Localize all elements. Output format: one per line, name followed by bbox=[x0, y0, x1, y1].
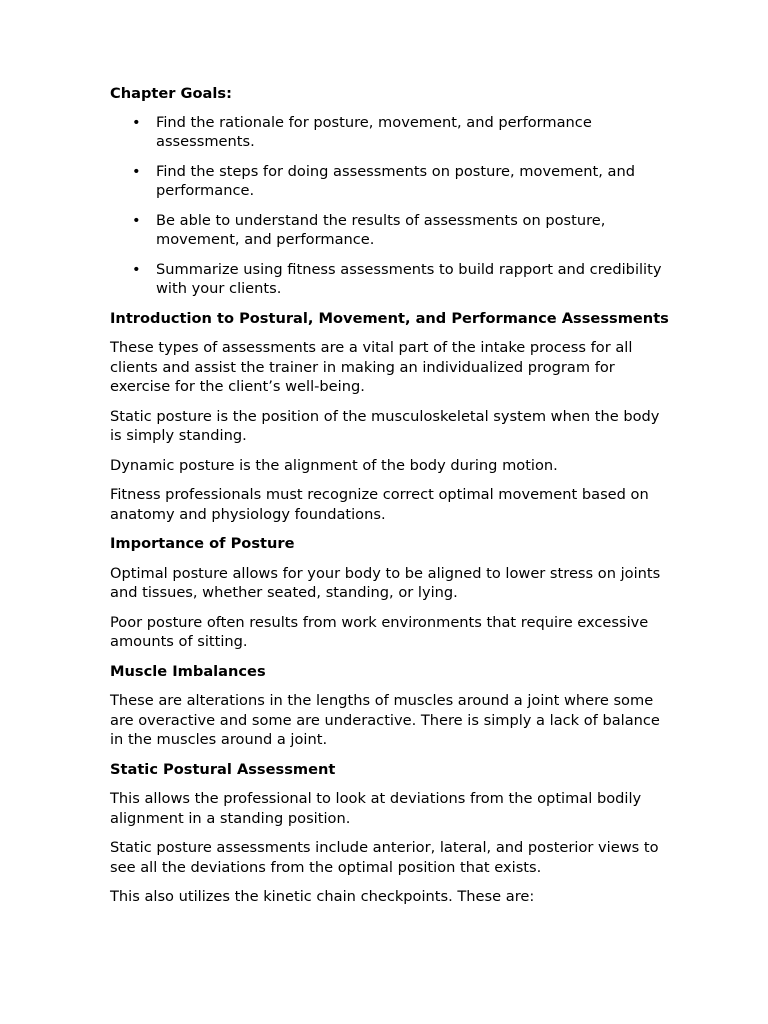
document-page bbox=[110, 84, 670, 917]
goal-text: Be able to understand the results of assessments on posture, movement, and performance. bbox=[156, 211, 606, 248]
imbalances-heading: Muscle Imbalances bbox=[110, 662, 266, 680]
static-assessment-paragraph: Static posture assessments include anterior, lateral, and posterior views to see all the deviations from the optimal position that exists. bbox=[110, 839, 659, 876]
intro-heading: Introduction to Postural, Movement, and Performance Assessments bbox=[110, 309, 669, 327]
bullet-icon: • bbox=[132, 211, 141, 229]
list-item bbox=[110, 162, 670, 201]
static-assessment-paragraph: This also utilizes the kinetic chain checkpoints. These are: bbox=[110, 888, 535, 905]
static-assessment-paragraph: This allows the professional to look at deviations from the optimal bodily alignment in a standing position. bbox=[110, 790, 642, 827]
intro-paragraph: Dynamic posture is the alignment of the body during motion. bbox=[110, 456, 558, 474]
importance-heading: Importance of Posture bbox=[110, 535, 295, 552]
chapter-goals-heading: Chapter Goals: bbox=[110, 85, 232, 102]
goal-text: Find the rationale for posture, movement, and performance assessments. bbox=[156, 113, 592, 150]
goal-text: Summarize using fitness assessments to build rapport and credibility with your clients. bbox=[156, 260, 662, 297]
list-item bbox=[110, 260, 670, 299]
static-assessment-heading: Static Postural Assessment bbox=[110, 760, 336, 778]
goal-text: Find the steps for doing assessments on posture, movement, and performance. bbox=[156, 162, 635, 199]
bullet-icon: • bbox=[132, 260, 141, 278]
bullet-icon: • bbox=[132, 162, 141, 180]
importance-paragraph: Poor posture often results from work environments that require excessive amounts of sitting. bbox=[110, 613, 649, 650]
imbalances-paragraph: These are alterations in the lengths of muscles around a joint where some are overactive and some are underactive. There is simply a lack of balance in the muscles around a joint. bbox=[110, 692, 660, 748]
intro-paragraph: Static posture is the position of the musculoskeletal system when the body is simply standing. bbox=[110, 407, 660, 444]
list-item bbox=[110, 211, 670, 250]
intro-paragraph: These types of assessments are a vital part of the intake process for all clients and assist the trainer in making an individualized program for exercise for the client’s well-being. bbox=[110, 339, 633, 395]
list-item bbox=[110, 113, 670, 152]
importance-paragraph: Optimal posture allows for your body to be aligned to lower stress on joints and tissues, whether seated, standing, or lying. bbox=[110, 564, 661, 601]
intro-paragraph: Fitness professionals must recognize correct optimal movement based on anatomy and physiology foundations. bbox=[110, 486, 649, 523]
chapter-goals-list bbox=[110, 113, 670, 299]
bullet-icon: • bbox=[132, 113, 141, 131]
